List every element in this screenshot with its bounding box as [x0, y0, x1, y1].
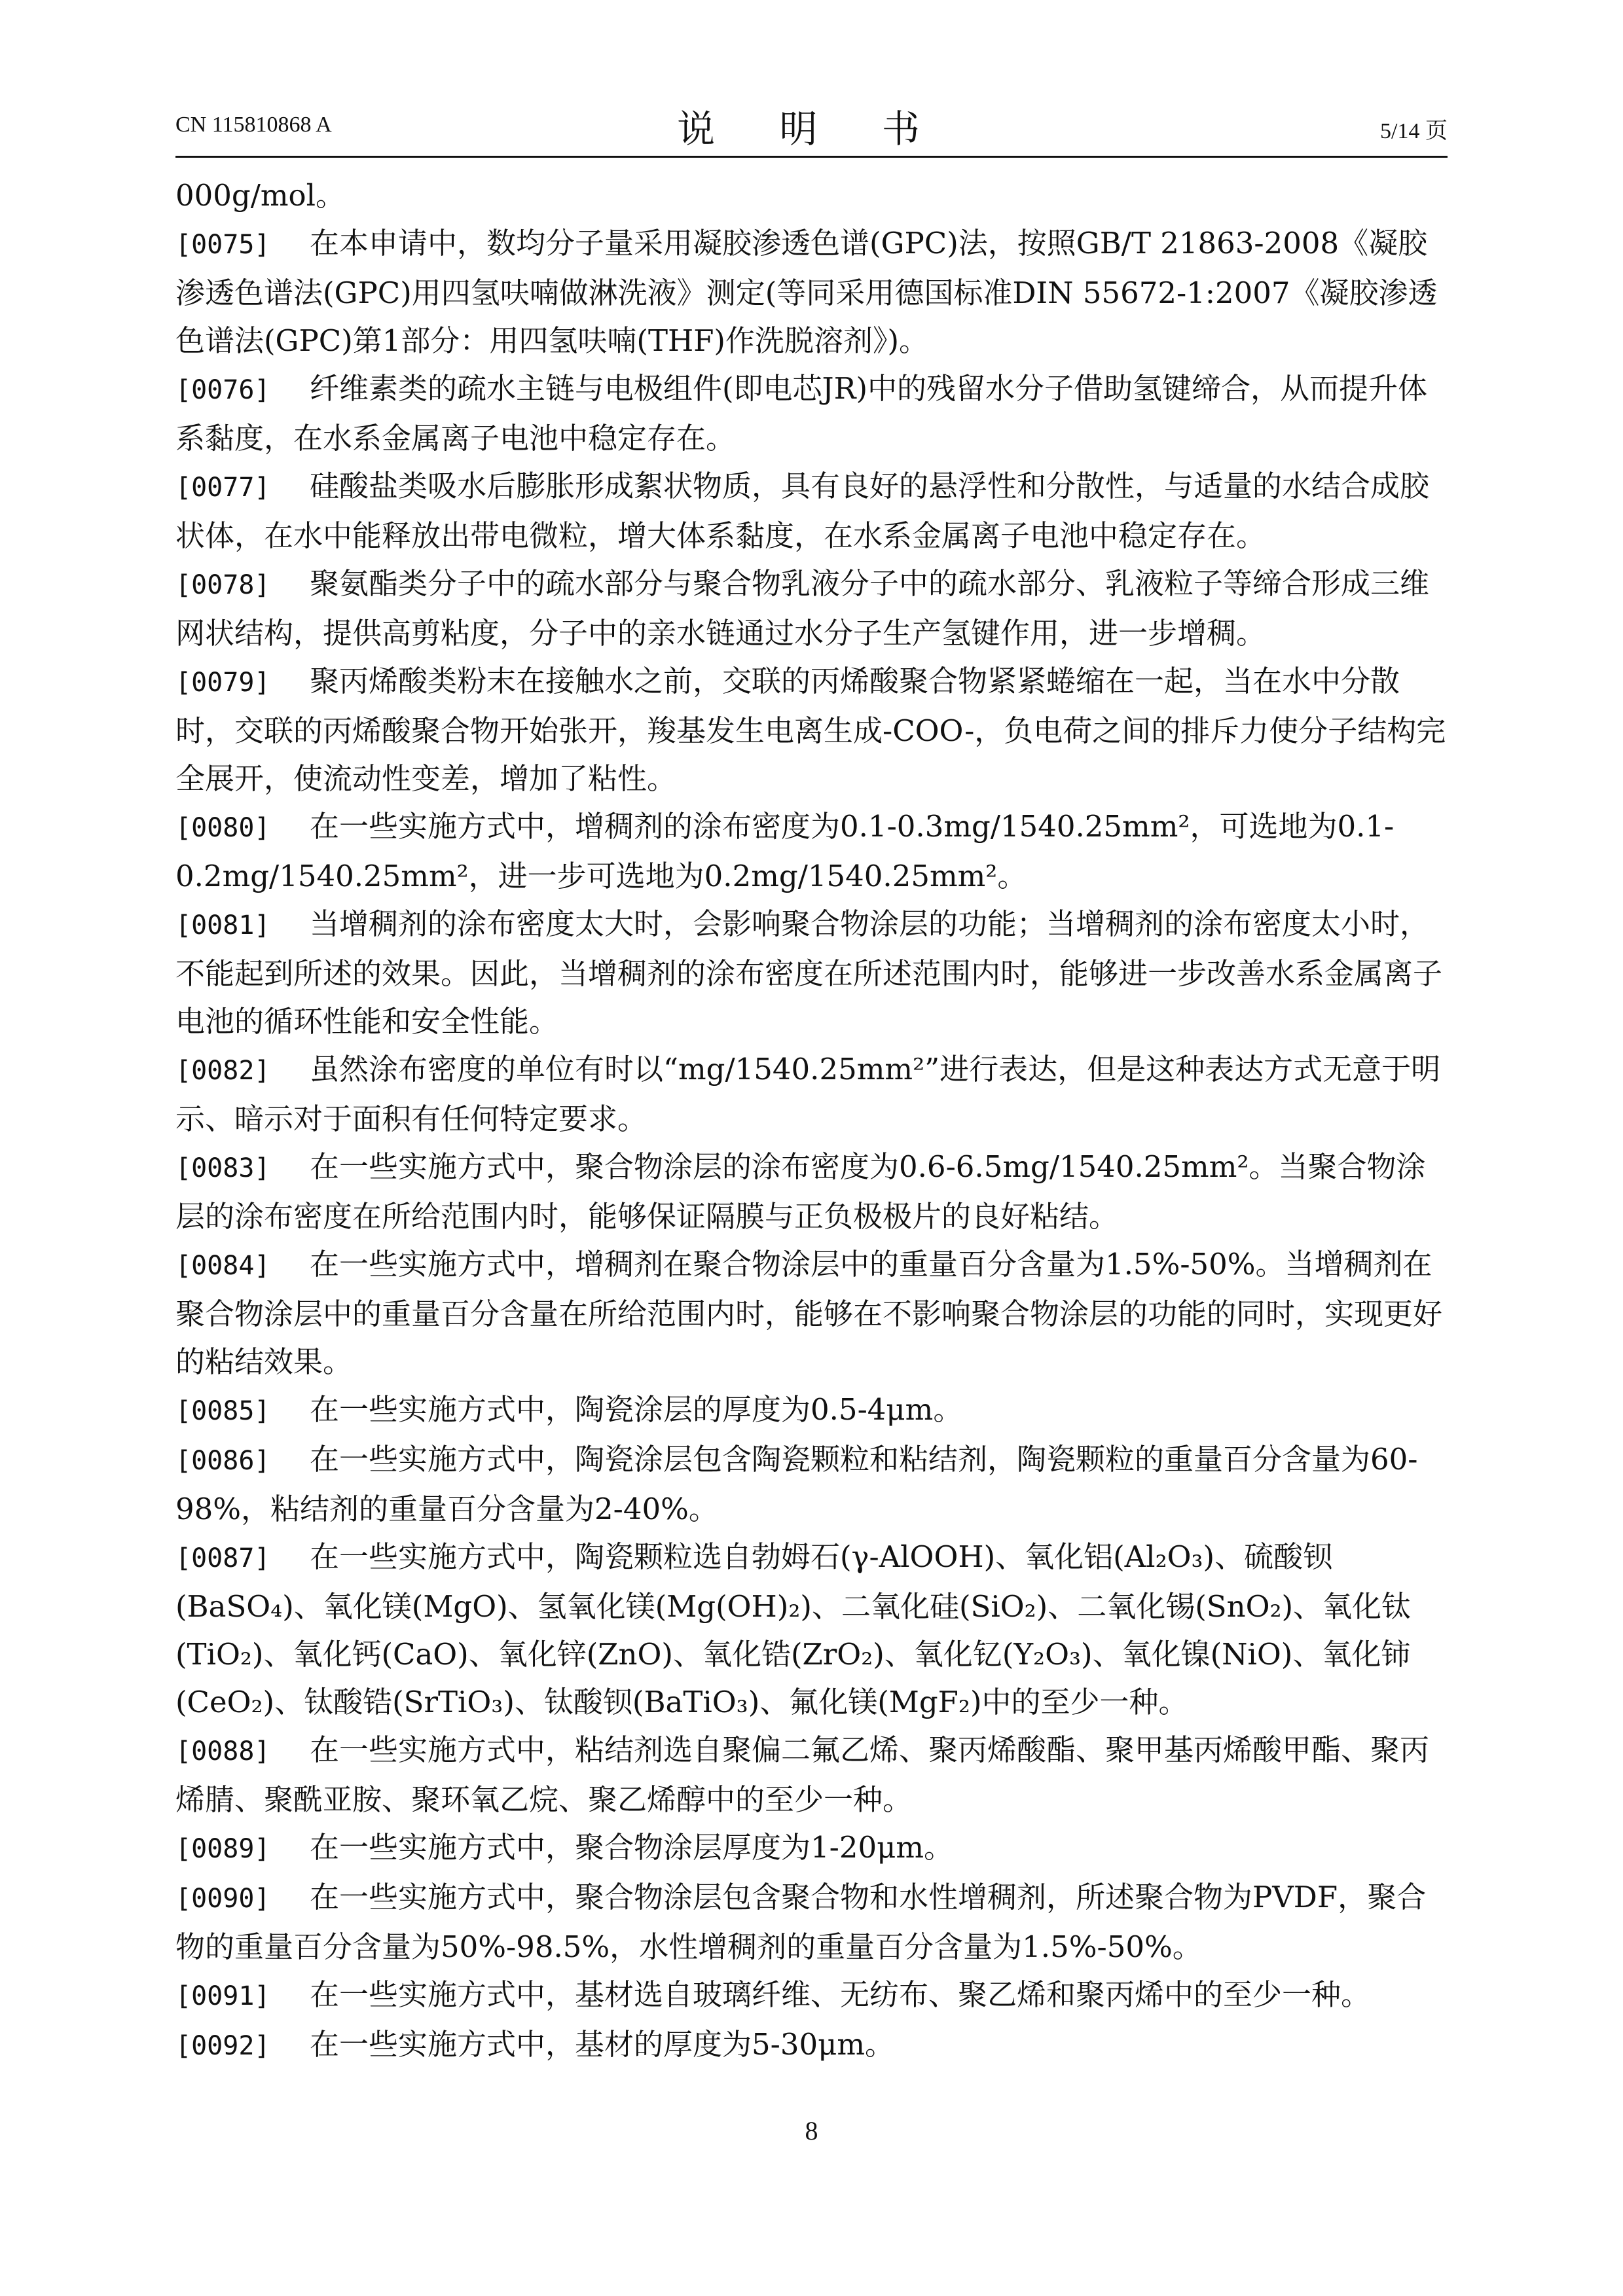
paragraph-text: 在一些实施方式中，陶瓷涂层的厚度为0.5-4μm。	[310, 1392, 963, 1427]
page-number: 8	[805, 2116, 818, 2145]
paragraph-text: 在一些实施方式中，陶瓷颗粒选自勃姆石(γ-AlOOH)、氧化铝(Al₂O₃)、硫酸钡(BaSO₄)、氧化镁(MgO)、氢氧化镁(Mg(OH)₂)、二氧化硅(SiO₂)、二氧化锡(SnO₂)、氧化钛(TiO₂)、氧化钙(CaO)、氧化锌(ZnO)、氧化锆(ZrO₂)、氧化钇(Y₂O₃)、氧化镍(NiO)、氧化铈(CeO₂)、钛酸锆(SrTiO₃)、钛酸钡(BaTiO₃)、氟化镁(MgF₂)中的至少一种。	[175, 1539, 1412, 1719]
paragraph	[175, 1435, 1448, 1533]
paragraph	[175, 657, 1448, 802]
page-indicator: 5/14 页	[1380, 119, 1448, 143]
paragraph	[175, 219, 1448, 365]
paragraph	[175, 1045, 1448, 1143]
paragraph-text: 聚丙烯酸类粉末在接触水之前，交联的丙烯酸聚合物紧紧蜷缩在一起，当在水中分散时，交联的丙烯酸聚合物开始张开，羧基发生电离生成-COO-，负电荷之间的排斥力使分子结构完全展开，使流动性变差，增加了粘性。	[175, 664, 1446, 796]
paragraph	[175, 802, 1448, 900]
paragraph-number: [0077]	[175, 473, 270, 503]
paragraph-text: 在一些实施方式中，增稠剂在聚合物涂层中的重量百分含量为1.5%-50%。当增稠剂在聚合物涂层中的重量百分含量在所给范围内时，能够在不影响聚合物涂层的功能的同时，实现更好的粘结效果。	[175, 1247, 1443, 1379]
paragraph	[175, 1823, 1448, 1873]
paragraph-number: [0092]	[175, 2031, 270, 2061]
paragraph-text: 在一些实施方式中，基材的厚度为5-30μm。	[310, 2027, 895, 2062]
paragraph-text: 硅酸盐类吸水后膨胀形成絮状物质，具有良好的悬浮性和分散性，与适量的水结合成胶状体，在水中能释放出带电微粒，增大体系黏度，在水系金属离子电池中稳定存在。	[175, 469, 1430, 553]
paragraph-number: [0087]	[175, 1543, 270, 1573]
paragraph-number: [0086]	[175, 1446, 270, 1476]
paragraph-number: [0084]	[175, 1251, 270, 1281]
page-header	[175, 98, 1448, 151]
paragraph	[175, 365, 1448, 462]
paragraph-number: [0075]	[175, 230, 270, 260]
paragraph-number: [0089]	[175, 1834, 270, 1864]
paragraph-text: 在一些实施方式中，基材选自玻璃纤维、无纺布、聚乙烯和聚丙烯中的至少一种。	[310, 1977, 1371, 2012]
paragraph	[175, 1873, 1448, 1971]
paragraph	[175, 1240, 1448, 1386]
paragraph	[175, 560, 1448, 657]
paragraph	[175, 900, 1448, 1045]
paragraph-number: [0088]	[175, 1736, 270, 1767]
paragraph	[175, 1533, 1448, 1726]
paragraph-number: [0082]	[175, 1056, 270, 1086]
paragraph-list	[175, 219, 1448, 2070]
paragraph-text: 在一些实施方式中，聚合物涂层的涂布密度为0.6-6.5mg/1540.25mm²。当聚合物涂层的涂布密度在所给范围内时，能够保证隔膜与正负极极片的良好粘结。	[175, 1149, 1426, 1234]
paragraph-number: [0085]	[175, 1396, 270, 1426]
paragraph-text: 在一些实施方式中，陶瓷涂层包含陶瓷颗粒和粘结剂，陶瓷颗粒的重量百分含量为60-98%，粘结剂的重量百分含量为2-40%。	[175, 1442, 1418, 1526]
document-body	[175, 171, 1448, 2070]
paragraph-text: 聚氨酯类分子中的疏水部分与聚合物乳液分子中的疏水部分、乳液粒子等缔合形成三维网状结构，提供高剪粘度，分子中的亲水链通过水分子生产氢键作用，进一步增稠。	[175, 566, 1430, 651]
paragraph-number: [0091]	[175, 1981, 270, 2011]
paragraph-number: [0078]	[175, 570, 270, 600]
paragraph-number: [0076]	[175, 375, 270, 405]
paragraph	[175, 1726, 1448, 1823]
paragraph	[175, 1143, 1448, 1240]
paragraph-number: [0080]	[175, 813, 270, 843]
patent-number: CN 115810868 A	[175, 113, 332, 137]
paragraph-text: 在本申请中，数均分子量采用凝胶渗透色谱(GPC)法，按照GB/T 21863-2008《凝胶渗透色谱法(GPC)用四氢呋喃做淋洗液》测定(等同采用德国标准DIN 55672-1:2007《凝胶渗透色谱法(GPC)第1部分：用四氢呋喃(THF)作洗脱溶剂》)。	[175, 226, 1438, 358]
paragraph-number: [0090]	[175, 1884, 270, 1914]
paragraph	[175, 1971, 1448, 2020]
paragraph	[175, 1386, 1448, 1435]
continuation-text: 000g/mol。	[175, 178, 346, 213]
document-title: 说 明 书	[677, 107, 946, 151]
paragraph-number: [0079]	[175, 668, 270, 698]
paragraph-text: 在一些实施方式中，粘结剂选自聚偏二氟乙烯、聚丙烯酸酯、聚甲基丙烯酸甲酯、聚丙烯腈、聚酰亚胺、聚环氧乙烷、聚乙烯醇中的至少一种。	[175, 1732, 1430, 1817]
paragraph-text: 在一些实施方式中，聚合物涂层厚度为1-20μm。	[310, 1830, 954, 1865]
paragraph-text: 当增稠剂的涂布密度太大时，会影响聚合物涂层的功能；当增稠剂的涂布密度太小时，不能起到所述的效果。因此，当增稠剂的涂布密度在所述范围内时，能够进一步改善水系金属离子电池的循环性能和安全性能。	[175, 906, 1443, 1039]
paragraph-number: [0083]	[175, 1153, 270, 1183]
paragraph-text: 在一些实施方式中，聚合物涂层包含聚合物和水性增稠剂，所述聚合物为PVDF，聚合物的重量百分含量为50%-98.5%，水性增稠剂的重量百分含量为1.5%-50%。	[175, 1880, 1427, 1964]
paragraph-text: 在一些实施方式中，增稠剂的涂布密度为0.1-0.3mg/1540.25mm²，可选地为0.1-0.2mg/1540.25mm²，进一步可选地为0.2mg/1540.25mm²。	[175, 809, 1395, 893]
header-rule	[175, 156, 1448, 158]
paragraph	[175, 2020, 1448, 2070]
paragraph-text: 纤维素类的疏水主链与电极组件(即电芯JR)中的残留水分子借助氢键缔合，从而提升体系黏度，在水系金属离子电池中稳定存在。	[175, 371, 1428, 456]
paragraph-text: 虽然涂布密度的单位有时以“mg/1540.25mm²”进行表达，但是这种表达方式无意于明示、暗示对于面积有任何特定要求。	[175, 1052, 1441, 1136]
paragraph	[175, 462, 1448, 560]
paragraph-number: [0081]	[175, 910, 270, 941]
